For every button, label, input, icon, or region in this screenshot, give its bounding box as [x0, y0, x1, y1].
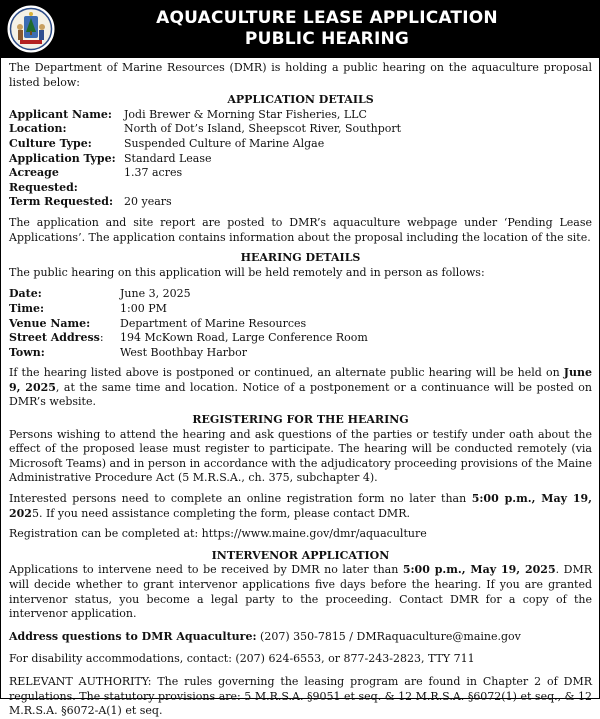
- field-row: [9, 152, 592, 167]
- field-row: [9, 108, 592, 123]
- hearing-intro: The public hearing on this application will be held remotely and in person as follows:: [9, 265, 485, 279]
- field-value: North of Dot’s Island, Sheepscot River, Southport: [124, 122, 402, 136]
- field-value: Standard Lease: [124, 151, 212, 165]
- address-value: (207) 350-7815 / DMRaquaculture@maine.gov: [256, 629, 521, 643]
- field-row: [9, 317, 592, 332]
- notice-header: [1, 1, 599, 58]
- hearing-heading: HEARING DETAILS: [240, 251, 361, 265]
- title-line-2: PUBLIC HEARING: [244, 29, 410, 49]
- register-post: 5. If you need assistance completing the form, please contact DMR.: [31, 506, 410, 520]
- postpone-post: , at the same time and location. Notice of a postponement or a continuance will be posted on DMR’s website.: [9, 380, 592, 409]
- field-label: Time:: [9, 301, 45, 315]
- street-address-colon: :: [99, 331, 104, 345]
- registering-heading: REGISTERING FOR THE HEARING: [192, 413, 409, 427]
- application-heading: APPLICATION DETAILS: [227, 93, 374, 107]
- field-value: 194 McKown Road, Large Conference Room: [120, 331, 368, 345]
- field-label: Term Requested:: [9, 195, 114, 209]
- field-label: Application Type:: [9, 151, 116, 165]
- register-pre: Interested persons need to complete an online registration form no later than: [9, 492, 472, 506]
- intervenor-deadline: 5:00 p.m., May 19, 2025: [402, 563, 556, 577]
- field-row: [9, 331, 592, 346]
- address-questions: [9, 630, 592, 645]
- street-address-label: Street Address: [9, 331, 100, 345]
- relevant-authority: RELEVANT AUTHORITY: The rules governing the leasing program are found in Chapter 2 of DMR regulations. The statutory provisions are: 5 M.R.S.A. §9051 et seq. & 12 M.R.S.A. §6072(1) et seq., & 12 M.R.S.A. §6072-A(1) et seq.: [9, 674, 592, 718]
- maine-state-seal-icon: [7, 5, 55, 53]
- field-row: [9, 302, 592, 317]
- field-row: [9, 195, 592, 210]
- field-label: Venue Name:: [9, 316, 91, 330]
- field-label: Applicant Name:: [9, 107, 112, 121]
- address-label: Address questions to DMR Aquaculture:: [9, 629, 257, 643]
- field-row: [9, 122, 592, 137]
- postpone-pre: If the hearing listed above is postponed or continued, an alternate public hearing will be held on: [9, 366, 564, 380]
- field-value: Jodi Brewer & Morning Star Fisheries, LLC: [124, 107, 367, 121]
- notice-body: [9, 61, 592, 719]
- field-row: [9, 166, 592, 195]
- field-row: [9, 287, 592, 302]
- field-value: West Boothbay Harbor: [120, 345, 247, 359]
- field-label: Town:: [9, 345, 45, 359]
- field-value: 20 years: [124, 195, 172, 209]
- registering-para-1: Persons wishing to attend the hearing and ask questions of the parties or testify under oath about the effect of the proposed lease must register to participate. The hearing will be conducted remotely (via Microsoft Teams) and in person in accordance with the adjudicatory proceeding provisions of the Maine Administrative Procedure Act (5 M.R.S.A., ch. 375, subchapter 4).: [9, 427, 592, 485]
- field-value: 1:00 PM: [120, 301, 167, 315]
- field-value: 1.37 acres: [124, 166, 183, 180]
- title-line-1: AQUACULTURE LEASE APPLICATION: [156, 8, 498, 28]
- application-details: [9, 108, 592, 210]
- field-value: June 3, 2025: [120, 287, 191, 301]
- postpone-date: June 9, 2025: [9, 366, 592, 394]
- field-label: Culture Type:: [9, 136, 92, 150]
- field-row: [9, 137, 592, 152]
- disability-text: For disability accommodations, contact: (207) 624-6553, or 877-243-2823, TTY 711: [9, 652, 475, 666]
- notice-title: [61, 8, 593, 50]
- intervenor-text: [9, 563, 592, 621]
- register-deadline: 5:00 p.m., May 19, 202: [9, 492, 592, 520]
- field-label: Date:: [9, 287, 42, 301]
- intervenor-heading: INTERVENOR APPLICATION: [211, 548, 390, 562]
- field-label: Acreage Requested:: [9, 166, 78, 194]
- field-value: Department of Marine Resources: [120, 316, 307, 330]
- intro-text: The Department of Marine Resources (DMR) is holding a public hearing on the aquaculture proposal listed below:: [9, 61, 592, 89]
- application-note: The application and site report are posted to DMR’s aquaculture webpage under ‘Pending Lease Applications’. The application contains information about the proposal including the location of the site.: [9, 215, 592, 244]
- field-value: Suspended Culture of Marine Algae: [124, 136, 325, 150]
- registering-para-3: Registration can be completed at: https://www.maine.gov/dmr/aquaculture: [9, 527, 427, 541]
- postponement-text: [9, 366, 592, 410]
- registering-para-2: [9, 492, 592, 521]
- hearing-details: [9, 287, 592, 360]
- intervenor-post: . DMR will decide whether to grant intervenor applications five days before the hearing. If you are granted intervenor status, you become a legal party to the proceeding. Contact DMR for a copy of the intervenor application.: [9, 563, 593, 621]
- field-label: Location:: [9, 122, 67, 136]
- field-row: [9, 346, 592, 361]
- intervenor-pre: Applications to intervene need to be received by DMR no later than: [9, 563, 403, 577]
- field-label: [9, 331, 120, 346]
